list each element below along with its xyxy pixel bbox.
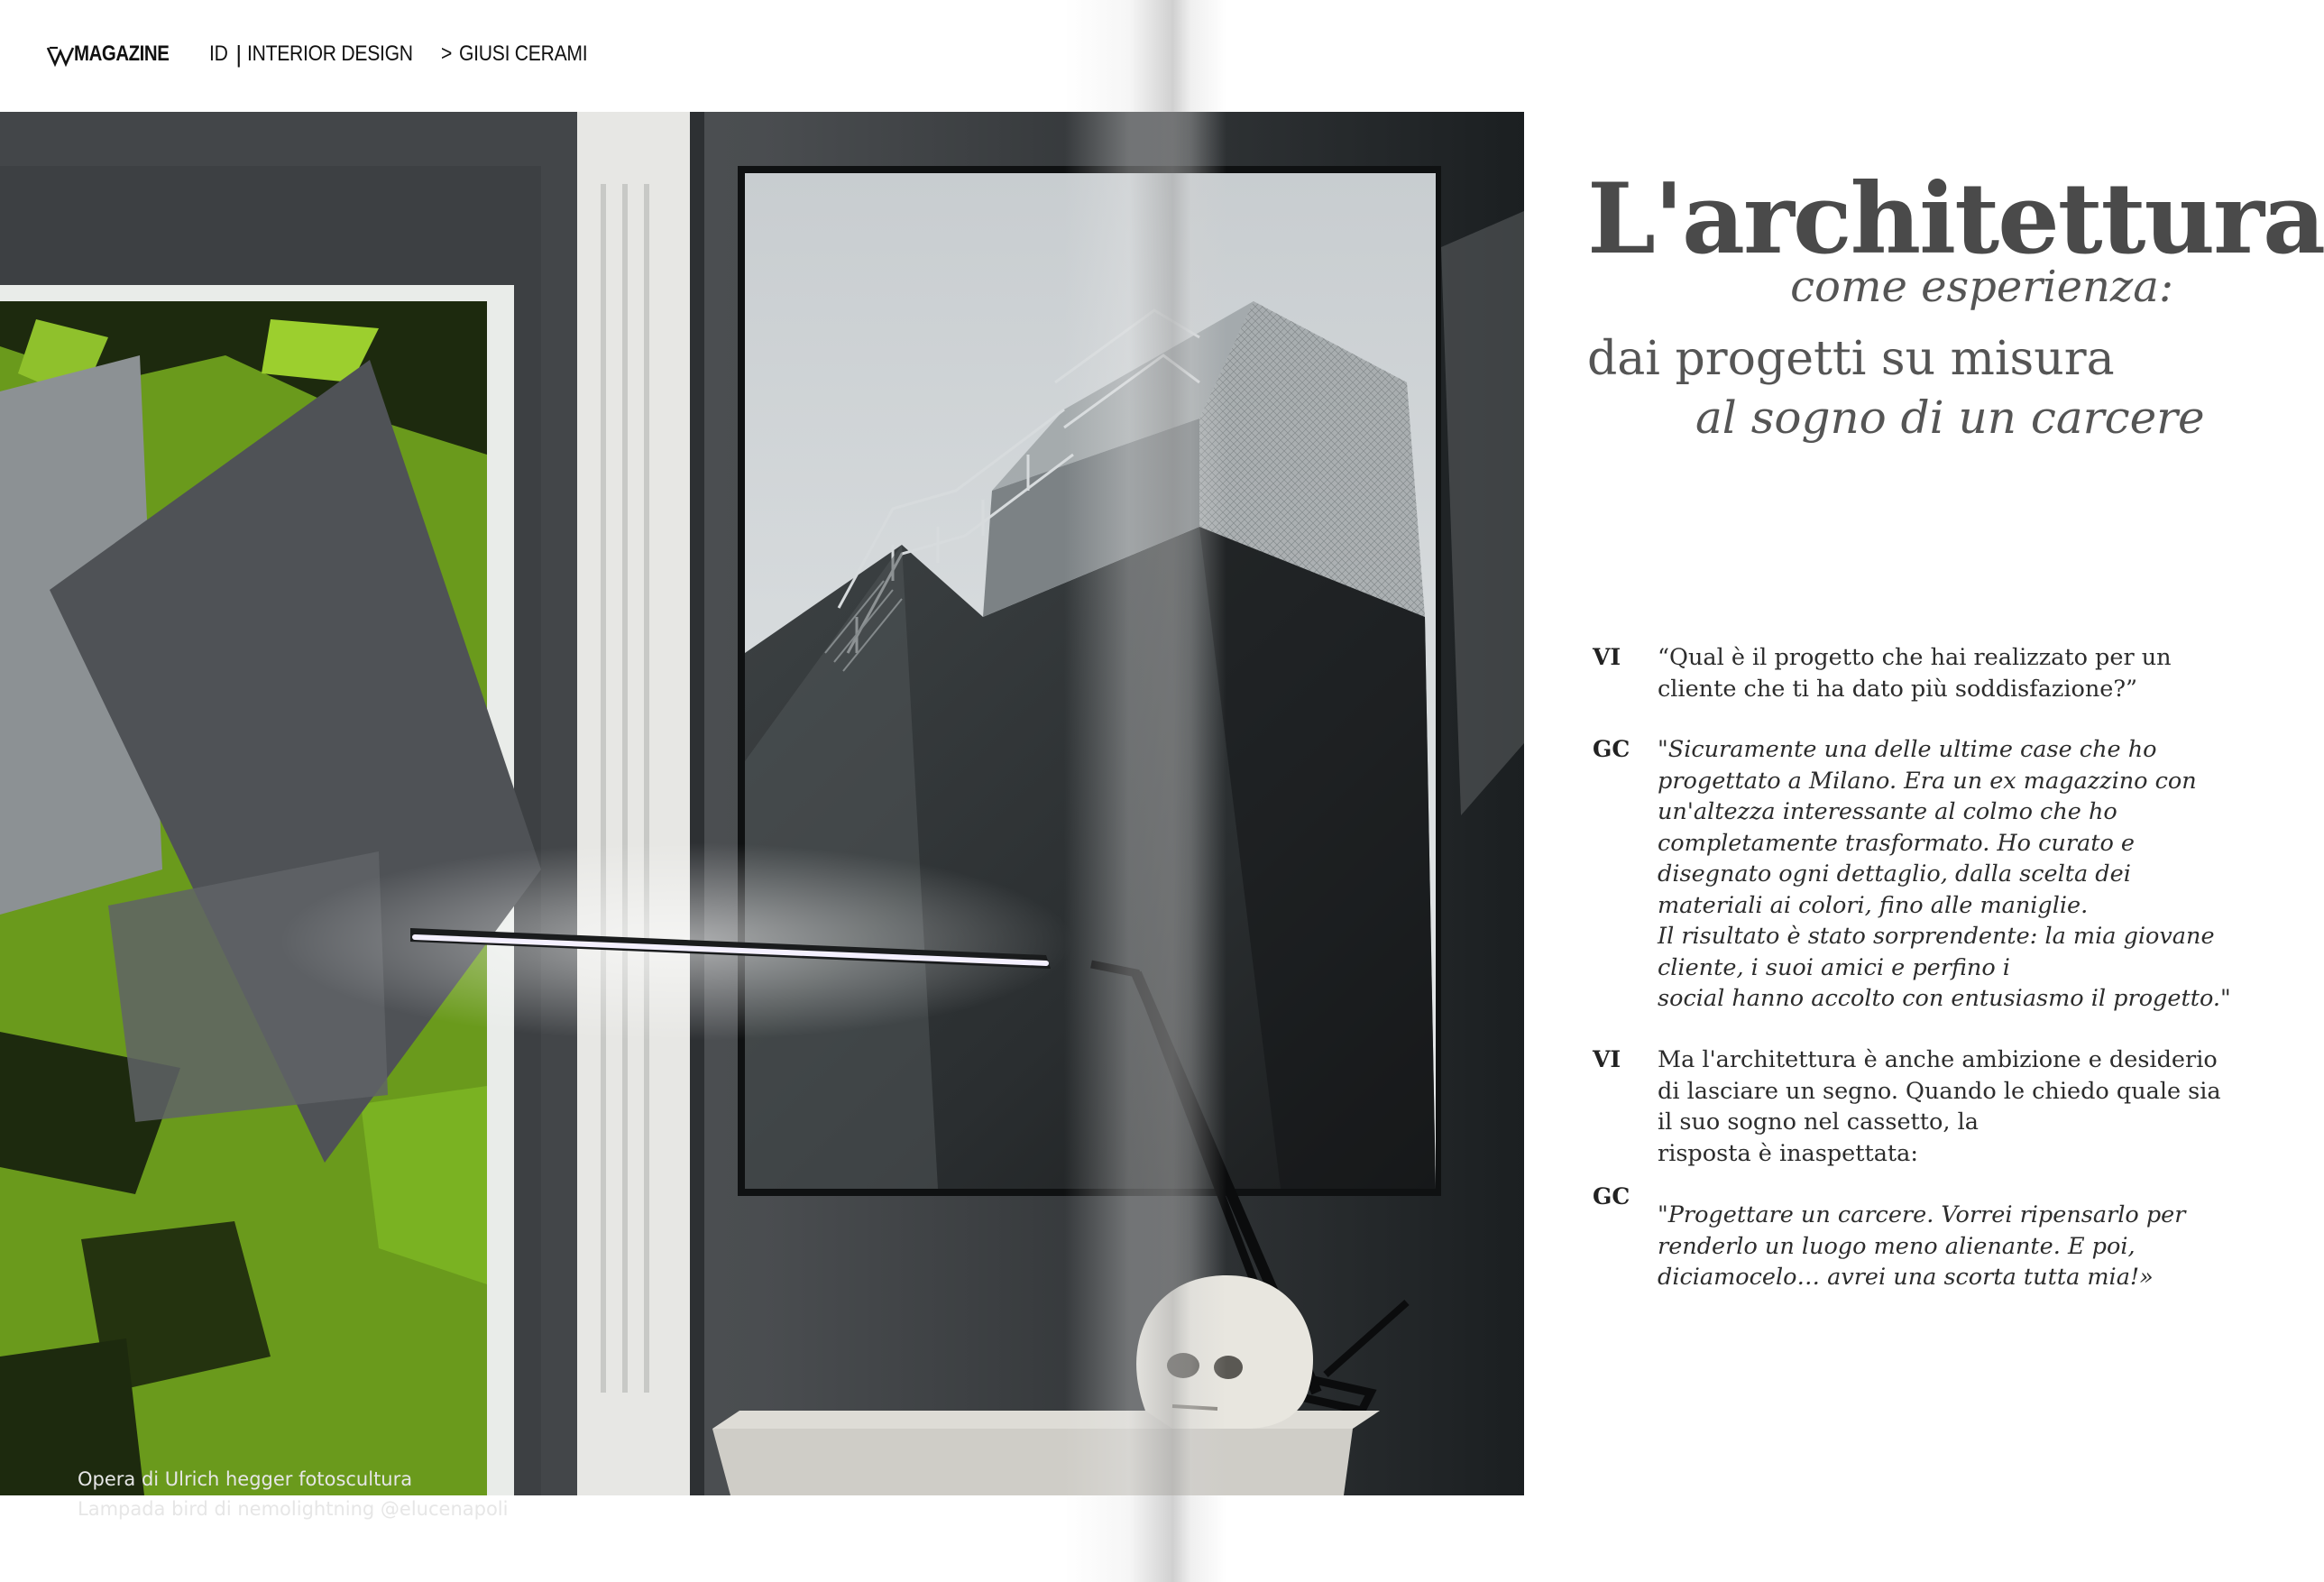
breadcrumb-subject[interactable]: GIUSI CERAMI: [458, 41, 588, 66]
interior-photo: [0, 112, 1524, 1520]
logo-text: MAGAZINE: [74, 41, 170, 66]
breadcrumb-section[interactable]: ID: [209, 41, 228, 66]
white-pilaster: [577, 112, 704, 1495]
breadcrumb: [209, 41, 605, 69]
tower-photograph: [738, 166, 1441, 1196]
speaker-tag: GC: [1593, 736, 1630, 762]
title-subtitle-3: al sogno di un carcere: [1695, 391, 2205, 444]
breadcrumb-category[interactable]: INTERIOR DESIGN: [247, 41, 413, 66]
question-text: Ma l'architettura è anche ambizione e desiderio di lasciare un segno. Quando le chiedo quale sia il suo sogno nel cassetto, la risposta è inaspettata:: [1658, 1046, 2221, 1167]
caption-line-artwork: Opera di Ulrich hegger fotoscultura: [78, 1468, 413, 1490]
speaker-tag: VI: [1593, 644, 1621, 670]
answer-text: "Sicuramente una delle ultime case che ho progettato a Milano. Era un ex magazzino con un'altezza interessante al colmo che ho completamente trasformato. Ho curato e disegnato ogni dettaglio, dalla scelta dei materiali ai colori, fino alle maniglie. Il risultato è stato sorprendente: la mia giovane cliente, i suoi amici e perfino i social hanno accolto con entusiasmo il progetto.": [1658, 736, 2231, 1012]
photo-caption: [78, 1465, 508, 1524]
article-title: [1587, 162, 2324, 444]
title-subtitle-1: come esperienza:: [1790, 262, 2173, 312]
breadcrumb-arrow: >: [441, 41, 453, 66]
photo-illustration: [0, 112, 1524, 1495]
caption-line-lamp: Lampada bird di nemolightning @elucenapoli: [78, 1498, 509, 1520]
title-main: L'architettura: [1587, 162, 2324, 276]
vi-logo-icon: [47, 45, 74, 67]
brand-logo[interactable]: [47, 41, 186, 67]
title-subtitle-2: dai progetti su misura: [1587, 332, 2115, 386]
answer-text: "Progettare un carcere. Vorrei ripensarlo per renderlo un luogo meno alienante. E poi, diciamocelo… avrei una scorta tutta mia!»: [1658, 1201, 2186, 1291]
speaker-tag: GC: [1593, 1183, 1630, 1209]
breadcrumb-separator: |: [235, 40, 243, 68]
magazine-header: [47, 36, 605, 72]
speaker-tag: VI: [1593, 1046, 1621, 1072]
question-text: “Qual è il progetto che hai realizzato per un cliente che ti ha dato più soddisfazione?”: [1658, 644, 2172, 703]
